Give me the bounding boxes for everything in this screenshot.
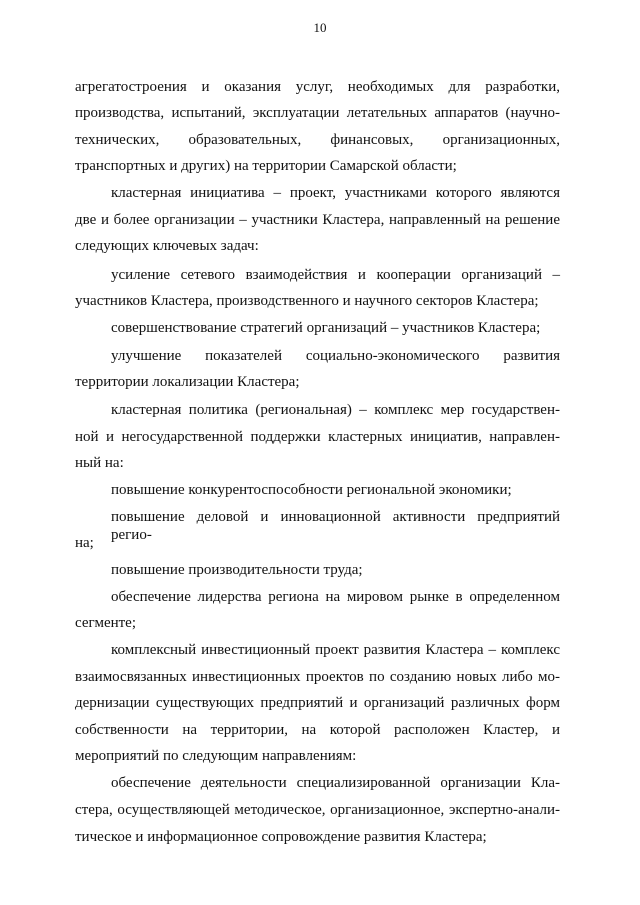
text-line: тическое и информационное сопровождение развития Кластера;: [75, 829, 487, 845]
text-line: взаимосвязанных инвестиционных проектов по созданию новых либо мо-: [75, 669, 560, 685]
text-line: ной и негосударственной поддержки кластерных инициатив, направлен-: [75, 429, 560, 445]
text-line: улучшение показателей социально-экономического развития: [111, 348, 560, 364]
text-line: агрегатостроения и оказания услуг, необходимых для разработки,: [75, 79, 560, 95]
text-line: производства, испытаний, эксплуатации летательных аппаратов (научно-: [75, 105, 560, 121]
text-line: мероприятий по следующим направлениям:: [75, 748, 357, 764]
text-line: кластерная политика (региональная) – комплекс мер государствен-: [111, 402, 560, 418]
text-line: стера, осуществляющей методическое, организационное, экспертно-анали-: [75, 802, 560, 818]
text-line: две и более организации – участники Кластера, направленный на решение: [75, 212, 560, 228]
text-line: повышение деловой и инновационной активности предприятий регио-: [111, 509, 560, 543]
page-number: 10: [313, 20, 327, 35]
text-line: участников Кластера, производственного и научного секторов Кластера;: [75, 293, 539, 309]
text-line: обеспечение деятельности специализированной организации Кла-: [111, 775, 560, 791]
text-line: территории локализации Кластера;: [75, 374, 300, 390]
text-line: повышение конкурентоспособности региональной экономики;: [111, 482, 512, 498]
text-line: сегменте;: [75, 615, 137, 631]
text-line: повышение производительности труда;: [111, 562, 363, 578]
text-line: усиление сетевого взаимодействия и кооперации организаций –: [111, 267, 560, 283]
text-line: комплексный инвестиционный проект развития Кластера – комплекс: [111, 642, 560, 658]
text-line: следующих ключевых задач:: [75, 238, 259, 254]
text-line: транспортных и других) на территории Самарской области;: [75, 158, 457, 174]
text-line: дернизации существующих предприятий и организаций различных форм: [75, 695, 560, 711]
text-line: обеспечение лидерства региона на мировом рынке в определенном: [111, 589, 560, 605]
text-line: собственности на территории, на которой расположен Кластер, и: [75, 722, 560, 738]
text-line: совершенствование стратегий организаций – участников Кластера;: [111, 320, 541, 336]
text-line: на;: [75, 535, 94, 551]
text-line: кластерная инициатива – проект, участниками которого являются: [111, 185, 560, 201]
text-line: технических, образовательных, финансовых, организационных,: [75, 132, 560, 148]
text-line: ный на:: [75, 455, 124, 471]
